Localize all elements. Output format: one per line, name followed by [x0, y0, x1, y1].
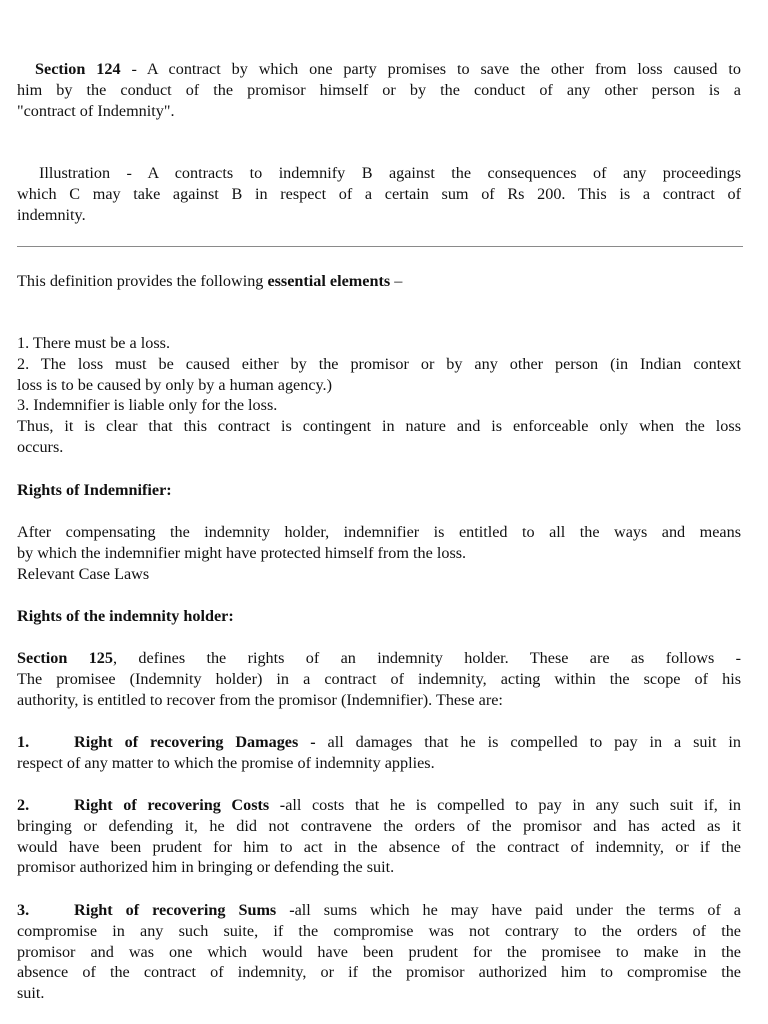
right-1-number: 1.	[17, 733, 30, 751]
element-item-2-line-1: 2. The loss must be caused either by the promisor or by any other person (in Indian context	[17, 354, 741, 373]
element-item-1: 1. There must be a loss.	[17, 334, 171, 352]
conclusion-line-1: Thus, it is clear that this contract is contingent in nature and is enforceable only when the loss	[17, 417, 741, 436]
section-124-line-3: "contract of Indemnity".	[17, 101, 175, 120]
right-3-line-5: suit.	[17, 984, 45, 1003]
right-3-paragraph	[17, 900, 741, 1004]
section-125-paragraph	[17, 648, 741, 710]
right-2-paragraph	[17, 795, 741, 878]
rights-of-indemnifier-heading: Rights of Indemnifier:	[17, 481, 172, 499]
definition-paragraph	[17, 271, 741, 292]
section-124-label: Section 124	[35, 60, 121, 78]
element-item-2-line-2: loss is to be caused by only by a human agency.)	[17, 375, 332, 394]
right-3-line-1: 3. Right of recovering Sums -all sums which he may have paid under the terms of a	[17, 901, 741, 919]
element-item-3: 3. Indemnifier is liable only for the loss.	[17, 396, 278, 415]
right-2-line-1: 2. Right of recovering Costs -all costs that he is compelled to pay in any such suit if, in	[17, 796, 741, 814]
essential-elements-label: essential elements	[267, 272, 391, 290]
section-125-line-2: The promisee (Indemnity holder) in a contract of indemnity, acting within the scope of his	[17, 669, 741, 688]
essential-elements-list	[17, 333, 741, 458]
right-2-line-4: promisor authorized him in bringing or defending the suit.	[17, 858, 395, 877]
right-3-line-3: promisor and was one which would have been prudent for the promisee to make in the	[17, 942, 741, 961]
right-1-title: Right of recovering Damages -	[74, 733, 316, 751]
right-2-title: Right of recovering Costs -	[74, 796, 286, 814]
right-3-line-4: absence of the contract of indemnity, or if the promisor authorized him to compromise the	[17, 963, 741, 982]
horizontal-divider	[17, 246, 743, 247]
section-124-line-2: him by the conduct of the promisor himself or by the conduct of any other person is a	[17, 80, 741, 99]
definition-line: This definition provides the following essential elements –	[17, 272, 403, 290]
illustration-paragraph	[17, 163, 741, 225]
rights-of-holder-heading: Rights of the indemnity holder:	[17, 607, 234, 625]
right-3-title: Right of recovering Sums -	[74, 901, 295, 919]
section-125-label: Section 125	[17, 649, 113, 667]
illustration-line-2: which C may take against B in respect of a certain sum of Rs 200. This is a contract of	[17, 184, 741, 203]
right-3-line-2: compromise in any such suite, if the compromise was not contrary to the orders of the	[17, 921, 741, 940]
illustration-line-1: Illustration - A contracts to indemnify B against the consequences of any proceedings	[39, 164, 741, 182]
right-1-paragraph	[17, 732, 741, 774]
right-1-line-1: 1. Right of recovering Damages - all damages that he is compelled to pay in a suit in	[17, 733, 741, 751]
right-2-number: 2.	[17, 796, 30, 814]
right-3-number: 3.	[17, 901, 30, 919]
right-2-line-2: bringing or defending it, he did not contravene the orders of the promisor and has acted as it	[17, 816, 741, 835]
section-124-paragraph	[17, 59, 741, 121]
section-125-line-1: Section 125, defines the rights of an indemnity holder. These are as follows -	[17, 649, 741, 667]
right-2-line-3: would have been prudent for him to act in the absence of the contract of indemnity, or if the	[17, 837, 741, 856]
indemnifier-line-1: After compensating the indemnity holder, indemnifier is entitled to all the ways and means	[17, 523, 741, 541]
right-1-line-2: respect of any matter to which the promise of indemnity applies.	[17, 753, 435, 772]
relevant-case-laws: Relevant Case Laws	[17, 564, 150, 583]
rights-of-indemnifier-paragraph	[17, 522, 741, 584]
section-124-line-1: Section 124 - A contract by which one party promises to save the other from loss caused to	[35, 60, 741, 78]
section-125-line-3: authority, is entitled to recover from the promisor (Indemnifier). These are:	[17, 690, 503, 709]
conclusion-line-2: occurs.	[17, 437, 64, 456]
indemnifier-line-2: by which the indemnifier might have protected himself from the loss.	[17, 543, 467, 562]
illustration-line-3: indemnity.	[17, 205, 86, 224]
